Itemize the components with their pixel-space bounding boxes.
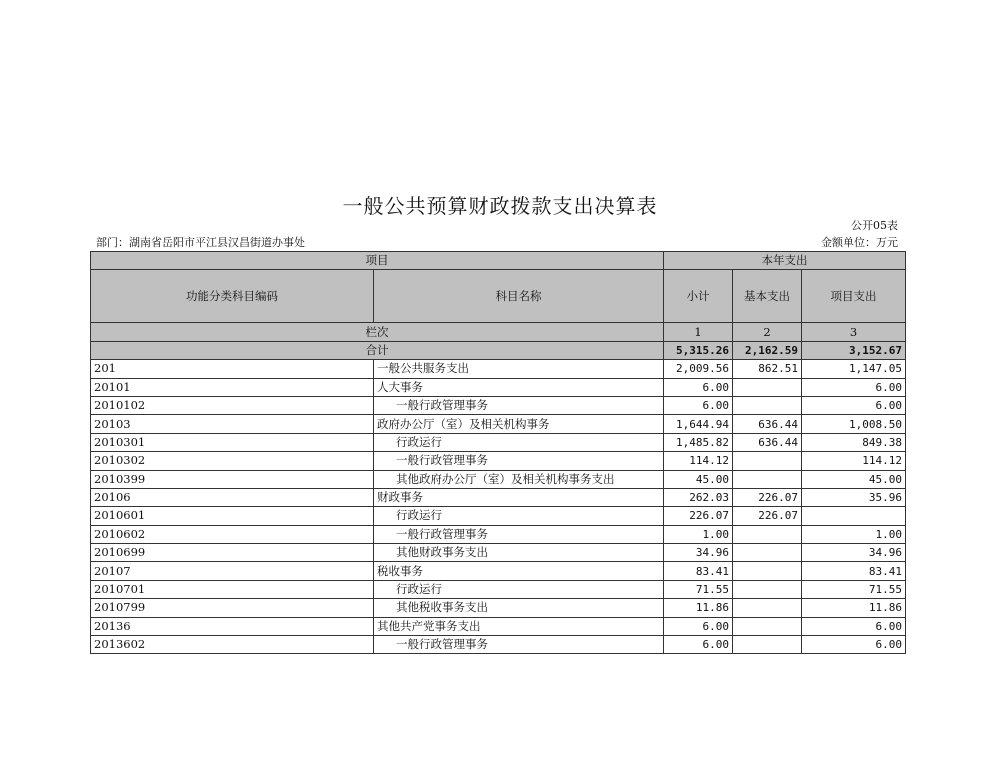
row-basic: 636.44 xyxy=(733,433,802,451)
row-project: 34.96 xyxy=(802,544,906,562)
table-row xyxy=(91,470,906,488)
row-code: 2010602 xyxy=(91,525,374,543)
row-code: 2010799 xyxy=(91,599,374,617)
row-basic xyxy=(733,452,802,470)
row-name: 人大事务 xyxy=(374,378,664,396)
row-subtotal: 1,485.82 xyxy=(664,433,733,451)
header-code: 功能分类科目编码 xyxy=(91,270,374,323)
table-row xyxy=(91,488,906,506)
row-project: 6.00 xyxy=(802,396,906,414)
header-name: 科目名称 xyxy=(374,270,664,323)
table-row xyxy=(91,360,906,378)
row-name: 其他税收事务支出 xyxy=(374,599,664,617)
row-project: 35.96 xyxy=(802,488,906,506)
row-code: 20103 xyxy=(91,415,374,433)
row-basic: 226.07 xyxy=(733,488,802,506)
total-subtotal: 5,315.26 xyxy=(664,341,733,359)
row-project: 45.00 xyxy=(802,470,906,488)
total-label: 合计 xyxy=(91,341,664,359)
row-project xyxy=(802,507,906,525)
table-row xyxy=(91,562,906,580)
row-basic xyxy=(733,396,802,414)
table-row xyxy=(91,617,906,635)
header-item: 项目 xyxy=(91,252,664,270)
row-project: 114.12 xyxy=(802,452,906,470)
row-code: 20106 xyxy=(91,488,374,506)
row-basic xyxy=(733,580,802,598)
row-project: 1.00 xyxy=(802,525,906,543)
row-subtotal: 71.55 xyxy=(664,580,733,598)
row-name: 税收事务 xyxy=(374,562,664,580)
row-name: 其他财政事务支出 xyxy=(374,544,664,562)
row-basic xyxy=(733,378,802,396)
row-code: 20101 xyxy=(91,378,374,396)
table-row xyxy=(91,378,906,396)
form-code: 公开05表 xyxy=(851,219,898,232)
row-subtotal: 11.86 xyxy=(664,599,733,617)
row-code: 20107 xyxy=(91,562,374,580)
table-row xyxy=(91,452,906,470)
table-row xyxy=(91,599,906,617)
row-project: 11.86 xyxy=(802,599,906,617)
row-code: 20136 xyxy=(91,617,374,635)
table-row xyxy=(91,544,906,562)
row-basic: 636.44 xyxy=(733,415,802,433)
row-subtotal: 6.00 xyxy=(664,636,733,654)
department-label: 部门：湖南省岳阳市平江县汉昌街道办事处 xyxy=(96,236,305,249)
row-name: 财政事务 xyxy=(374,488,664,506)
total-project: 3,152.67 xyxy=(802,341,906,359)
header-current-year: 本年支出 xyxy=(664,252,906,270)
row-subtotal: 45.00 xyxy=(664,470,733,488)
row-subtotal: 83.41 xyxy=(664,562,733,580)
header-project: 项目支出 xyxy=(802,270,906,323)
table-body xyxy=(91,341,906,654)
row-subtotal: 1,644.94 xyxy=(664,415,733,433)
row-subtotal: 2,009.56 xyxy=(664,360,733,378)
row-code: 2013602 xyxy=(91,636,374,654)
row-basic: 226.07 xyxy=(733,507,802,525)
row-code: 2010102 xyxy=(91,396,374,414)
row-code: 201 xyxy=(91,360,374,378)
total-row xyxy=(91,341,906,359)
table-row xyxy=(91,580,906,598)
row-subtotal: 114.12 xyxy=(664,452,733,470)
row-project: 6.00 xyxy=(802,378,906,396)
row-name: 一般行政管理事务 xyxy=(374,525,664,543)
row-project: 71.55 xyxy=(802,580,906,598)
row-basic xyxy=(733,599,802,617)
header-col-2: 2 xyxy=(733,323,802,341)
row-name: 一般行政管理事务 xyxy=(374,396,664,414)
row-name: 其他政府办公厅（室）及相关机构事务支出 xyxy=(374,470,664,488)
row-name: 行政运行 xyxy=(374,433,664,451)
row-project: 849.38 xyxy=(802,433,906,451)
row-basic xyxy=(733,525,802,543)
table-row xyxy=(91,415,906,433)
row-subtotal: 6.00 xyxy=(664,617,733,635)
header-col-3: 3 xyxy=(802,323,906,341)
row-code: 2010301 xyxy=(91,433,374,451)
row-code: 2010399 xyxy=(91,470,374,488)
budget-table xyxy=(90,251,906,654)
header-col-1: 1 xyxy=(664,323,733,341)
row-project: 1,008.50 xyxy=(802,415,906,433)
table-row xyxy=(91,396,906,414)
amount-unit-label: 金额单位：万元 xyxy=(821,236,898,249)
row-basic: 862.51 xyxy=(733,360,802,378)
row-name: 其他共产党事务支出 xyxy=(374,617,664,635)
row-subtotal: 1.00 xyxy=(664,525,733,543)
header-column-index: 栏次 xyxy=(91,323,664,341)
row-basic xyxy=(733,562,802,580)
row-code: 2010701 xyxy=(91,580,374,598)
row-code: 2010302 xyxy=(91,452,374,470)
row-name: 行政运行 xyxy=(374,580,664,598)
row-code: 2010601 xyxy=(91,507,374,525)
row-project: 6.00 xyxy=(802,617,906,635)
header-basic: 基本支出 xyxy=(733,270,802,323)
header-subtotal: 小计 xyxy=(664,270,733,323)
row-subtotal: 6.00 xyxy=(664,396,733,414)
row-project: 83.41 xyxy=(802,562,906,580)
table-row xyxy=(91,433,906,451)
row-project: 1,147.05 xyxy=(802,360,906,378)
row-name: 一般行政管理事务 xyxy=(374,452,664,470)
table-row xyxy=(91,507,906,525)
document-title: 一般公共预算财政拨款支出决算表 xyxy=(342,194,658,218)
total-basic: 2,162.59 xyxy=(733,341,802,359)
row-subtotal: 6.00 xyxy=(664,378,733,396)
row-subtotal: 34.96 xyxy=(664,544,733,562)
row-subtotal: 226.07 xyxy=(664,507,733,525)
table-row xyxy=(91,636,906,654)
row-basic xyxy=(733,617,802,635)
row-name: 政府办公厅（室）及相关机构事务 xyxy=(374,415,664,433)
row-name: 一般公共服务支出 xyxy=(374,360,664,378)
row-basic xyxy=(733,636,802,654)
row-basic xyxy=(733,470,802,488)
table-row xyxy=(91,525,906,543)
row-subtotal: 262.03 xyxy=(664,488,733,506)
row-basic xyxy=(733,544,802,562)
row-code: 2010699 xyxy=(91,544,374,562)
row-project: 6.00 xyxy=(802,636,906,654)
row-name: 行政运行 xyxy=(374,507,664,525)
row-name: 一般行政管理事务 xyxy=(374,636,664,654)
